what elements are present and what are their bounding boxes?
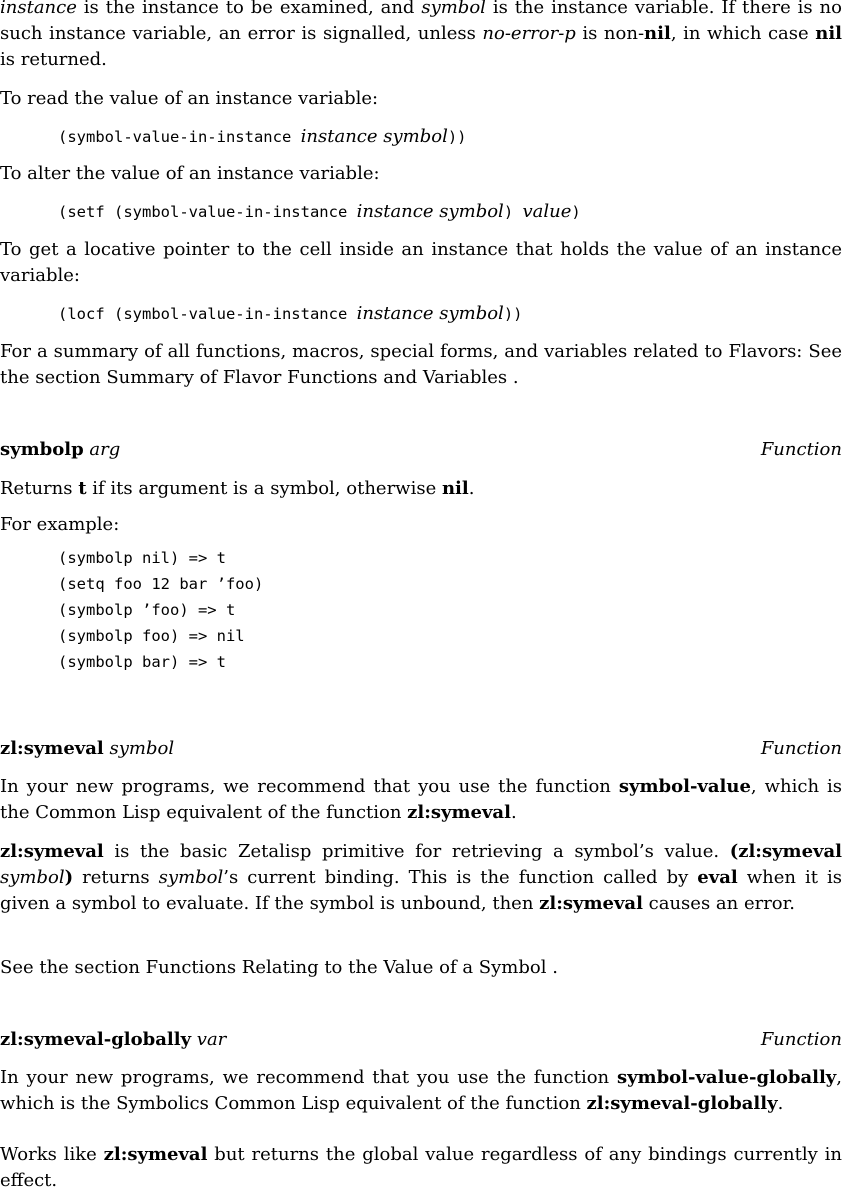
code-line: (symbolp nil) => t <box>58 549 226 567</box>
keyword: nil <box>815 23 842 44</box>
keyword: nil <box>644 23 671 44</box>
function-arg: arg <box>89 439 121 460</box>
symeval-see-also: See the section Functions Relating to the Value of a Symbol . <box>0 957 558 978</box>
term: no-error-p <box>482 23 576 44</box>
definition-kind: Function <box>760 439 842 460</box>
function-arg: var <box>196 1029 227 1050</box>
code-line: (symbolp foo) => nil <box>58 627 245 645</box>
alter-label: To alter the value of an instance variable: <box>0 163 380 184</box>
locf-label: To get a locative pointer to the cell inside an instance that holds the value of an instance variable: <box>0 239 842 286</box>
definition-header-symeval-globally <box>0 1027 842 1053</box>
summary-paragraph: For a summary of all functions, macros, special forms, and variables related to Flavors: See the section Summary of Flavor Functions and Variables . <box>0 341 842 388</box>
symbolp-description: Returns t if its argument is a symbol, otherwise nil. <box>0 478 475 499</box>
alter-code: (setf (symbol-value-in-instance instance symbol) value) <box>58 201 581 222</box>
definition-kind: Function <box>760 1029 842 1050</box>
function-name: symbolp <box>0 439 84 460</box>
read-code: (symbol-value-in-instance instance symbol)) <box>58 126 467 147</box>
definition-kind: Function <box>760 738 842 759</box>
definition-header-symbolp <box>0 437 842 463</box>
example-code-block <box>0 545 263 675</box>
symeval-paragraph-2: zl:symeval is the basic Zetalisp primitive for retrieving a symbol’s value. (zl:symeval symbol) returns symbol’s current binding. This is the function called by eval when it is given a symbol to evaluate. If the symbol is unbound, then zl:symeval causes an error. <box>0 841 842 914</box>
read-label: To read the value of an instance variable: <box>0 88 379 109</box>
locf-code: (locf (symbol-value-in-instance instance symbol)) <box>58 303 523 324</box>
function-name: zl:symeval-globally <box>0 1029 192 1050</box>
code-line: (setq foo 12 bar ’foo) <box>58 575 264 593</box>
section-link[interactable]: Functions Relating to the Value of a Symbol <box>145 957 547 978</box>
symeval-globally-paragraph-2: Works like zl:symeval but returns the global value regardless of any bindings currently in effect. <box>0 1144 842 1191</box>
example-label: For example: <box>0 514 120 535</box>
function-arg: symbol <box>109 738 175 759</box>
symeval-globally-paragraph-1: In your new programs, we recommend that you use the function symbol-value-globally, which is the Symbolics Common Lisp equivalent of the function zl:symeval-globally. <box>0 1067 842 1114</box>
code-line: (symbolp bar) => t <box>58 653 226 671</box>
function-name: zl:symeval <box>0 738 104 759</box>
definition-header-symeval <box>0 736 842 762</box>
intro-paragraph: instance is the instance to be examined, and symbol is the instance variable. If there is no such instance variable, an error is signalled, unless no-error-p is non-nil, in which case nil is returned. <box>0 0 842 73</box>
term: symbol <box>421 0 486 18</box>
symeval-paragraph-1: In your new programs, we recommend that you use the function symbol-value, which is the Common Lisp equivalent of the function zl:symeval. <box>0 776 842 823</box>
section-link[interactable]: Summary of Flavor Functions and Variables <box>106 367 508 388</box>
code-line: (symbolp ’foo) => t <box>58 601 236 619</box>
term: instance <box>0 0 77 18</box>
